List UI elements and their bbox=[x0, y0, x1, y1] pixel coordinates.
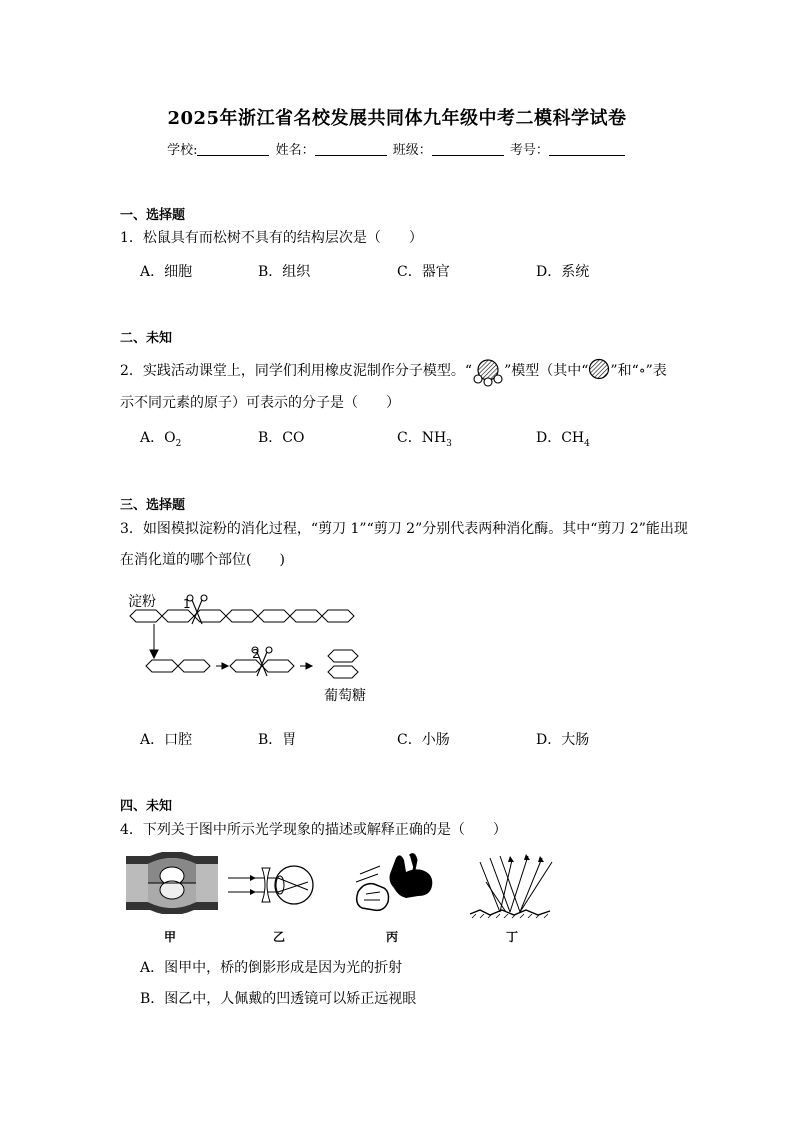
scissors-2-label: 2 bbox=[252, 647, 260, 661]
glucose-label: 葡萄糖 bbox=[324, 688, 366, 704]
q1-option-b: B．组织 bbox=[258, 264, 311, 280]
q2-option-a: A．$O_2$ bbox=[140, 430, 182, 449]
q1-option-d: D．系统 bbox=[536, 264, 590, 280]
q2-stem-part-a: 2．实践活动课堂上，同学们利用橡皮泥制作分子模型。“ bbox=[120, 363, 473, 379]
name-blank bbox=[315, 143, 387, 156]
figure-label-ding: 丁 bbox=[506, 930, 519, 944]
q2-stem-part-b: ”模型（其中“ bbox=[504, 363, 589, 379]
section-heading-4: 四、未知 bbox=[120, 799, 173, 814]
hatched-atom-icon bbox=[588, 358, 610, 380]
exam-no-blank bbox=[549, 143, 625, 156]
q3-option-a: A．口腔 bbox=[140, 732, 193, 748]
q4-option-a: A．图甲中，桥的倒影形成是因为光的折射 bbox=[140, 960, 403, 976]
starch-chain bbox=[130, 610, 354, 622]
section-heading-3: 三、选择题 bbox=[120, 498, 186, 513]
section-heading-2: 二、未知 bbox=[120, 331, 173, 346]
q4-option-b: B．图乙中，人佩戴的凹透镜可以矫正远视眼 bbox=[140, 991, 417, 1007]
name-label: 姓名： bbox=[275, 143, 315, 158]
hand-shadow-figure bbox=[350, 852, 440, 918]
question-2-stem-line1 bbox=[120, 358, 667, 387]
school-label: 学校: bbox=[167, 143, 198, 158]
q1-option-c: C．器官 bbox=[397, 264, 450, 280]
school-blank bbox=[197, 143, 269, 156]
question-4-stem: 4．下列关于图中所示光学现象的描述或解释正确的是（ ） bbox=[120, 822, 507, 838]
arrow-1-icon bbox=[216, 663, 228, 669]
class-blank bbox=[432, 143, 504, 156]
eye-lens-figure bbox=[228, 860, 318, 910]
q3-option-d: D．大肠 bbox=[536, 732, 590, 748]
glucose-units bbox=[328, 650, 358, 678]
down-arrow-icon bbox=[150, 624, 158, 658]
maltose-chain-cut bbox=[230, 660, 294, 672]
starch-digestion-figure bbox=[120, 588, 380, 708]
q2-option-d: D．$CH_4$ bbox=[536, 430, 590, 449]
question-2-stem-line2: 示不同元素的原子）可表示的分子是（ ） bbox=[120, 395, 400, 411]
q3-option-c: C．小肠 bbox=[397, 732, 450, 748]
starch-label: 淀粉 bbox=[128, 594, 156, 610]
page-title: 2025年浙江省名校发展共同体九年级中考二模科学试卷 bbox=[167, 108, 627, 129]
q3-option-b: B．胃 bbox=[258, 732, 297, 748]
q2-option-b: B．CO bbox=[258, 430, 305, 446]
maltose-chain bbox=[146, 660, 210, 672]
figure-label-yi: 乙 bbox=[273, 930, 286, 944]
bridge-reflection-figure bbox=[126, 852, 218, 914]
q2-stem-part-c: ”和“∘”表 bbox=[610, 363, 667, 379]
class-label: 班级： bbox=[392, 143, 432, 158]
section-heading-1: 一、选择题 bbox=[120, 208, 186, 223]
arrow-2-icon bbox=[300, 663, 312, 669]
figure-label-jia: 甲 bbox=[164, 930, 177, 944]
question-3-stem-line1: 3．如图模拟淀粉的消化过程，“剪刀 1”“剪刀 2”分别代表两种消化酶。其中“剪刀 2”能出现 bbox=[120, 521, 688, 537]
exam-no-label: 考号： bbox=[509, 143, 549, 158]
q1-option-a: A．细胞 bbox=[140, 264, 193, 280]
scissors-1-label: 1 bbox=[183, 597, 191, 611]
diffuse-reflection-figure bbox=[466, 852, 556, 922]
q2-option-c: C．$NH_3$ bbox=[397, 430, 452, 449]
question-3-stem-line2: 在消化道的哪个部位( ) bbox=[120, 552, 285, 568]
student-info-line bbox=[0, 139, 794, 158]
molecule-model-icon bbox=[472, 359, 504, 387]
figure-label-bing: 丙 bbox=[386, 930, 399, 944]
question-1-stem: 1．松鼠具有而松树不具有的结构层次是（ ） bbox=[120, 230, 423, 246]
